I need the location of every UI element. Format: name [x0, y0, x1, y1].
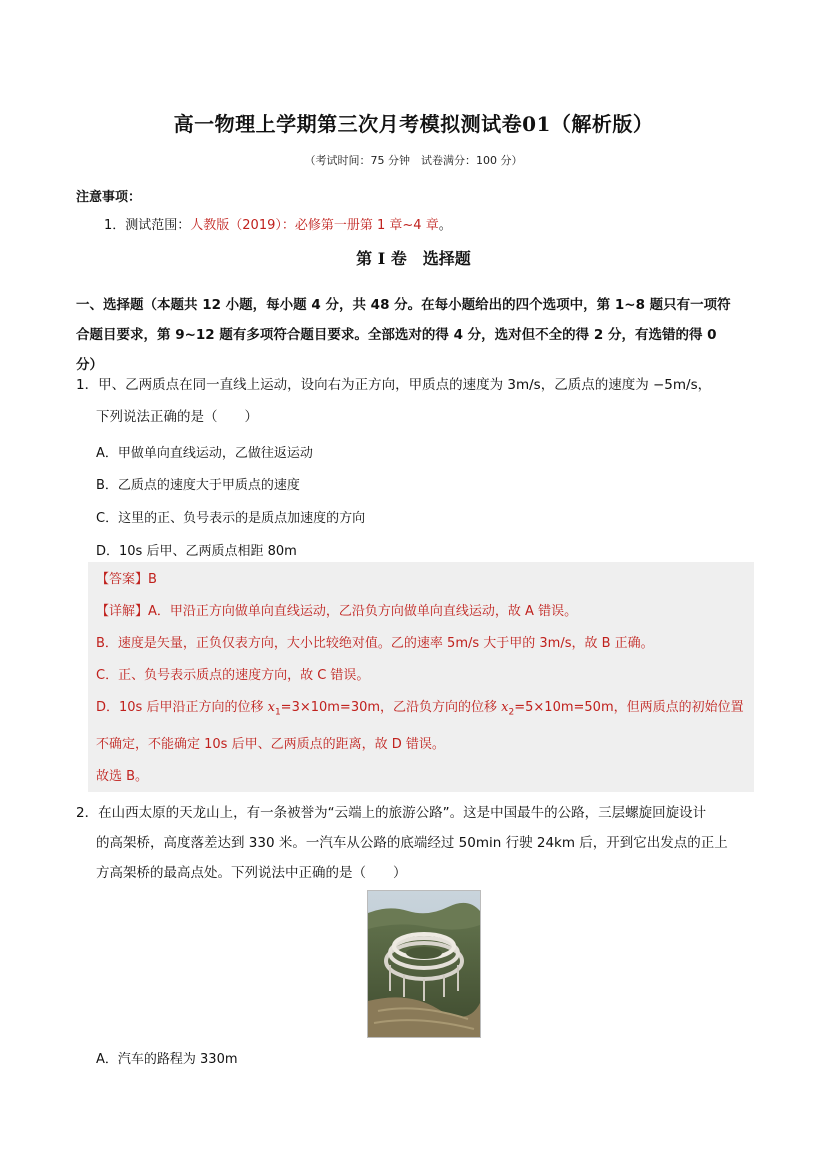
- document-title: 高一物理上学期第三次月考模拟测试卷01（解析版）: [173, 112, 654, 136]
- notice-heading: 注意事项：: [76, 190, 142, 205]
- notice-prefix: 1．测试范围：: [104, 218, 191, 233]
- question-2-stem-cont: 方高架桥的最高点处。下列说法中正确的是（ ）: [96, 865, 407, 881]
- exam-info: （考试时间：75 分钟 试卷满分：100 分）: [304, 154, 523, 167]
- section-title: 第 I 卷 选择题: [356, 249, 471, 268]
- part-instructions-line: 一、选择题（本题共 12 小题，每小题 4 分，共 48 分。在每小题给出的四个选项中，第 1~8 题只有一项符: [76, 297, 731, 313]
- question-1-stem-cont: 下列说法正确的是（ ）: [96, 409, 258, 425]
- var-x1: x: [267, 700, 275, 715]
- detail-d-line: [88, 692, 754, 729]
- detail-d-pre: D．10s 后甲沿正方向的位移: [96, 700, 268, 715]
- detail-d-post: =5×10m=50m，但两质点的初始位置: [514, 700, 744, 715]
- question-1-stem: 1．甲、乙两质点在同一直线上运动，设向右为正方向，甲质点的速度为 3m/s，乙质点的速度为 −5m/s，: [76, 377, 712, 393]
- detail-a-line: [88, 596, 754, 628]
- question-1-option-d: D．10s 后甲、乙两质点相距 80m: [96, 544, 297, 559]
- question-1-option-b: B．乙质点的速度大于甲质点的速度: [96, 478, 300, 493]
- detail-c-line: C．正、负号表示质点的速度方向，故 C 错误。: [96, 668, 370, 683]
- notice-item: [104, 214, 452, 233]
- var-x2: x: [501, 700, 509, 715]
- answer-line: 【答案】B: [96, 572, 157, 587]
- conclusion-line: 故选 B。: [96, 768, 149, 784]
- question-2-option-a: A．汽车的路程为 330m: [96, 1052, 238, 1067]
- detail-d-line-cont: 不确定，不能确定 10s 后甲、乙两质点的距离，故 D 错误。: [96, 736, 445, 752]
- detail-b-line: B．速度是矢量，正负仅表方向，大小比较绝对值。乙的速率 5m/s 大于甲的 3m/s，故 B 正确。: [96, 636, 654, 651]
- detail-d-mid: =3×10m=30m，乙沿负方向的位移: [280, 700, 502, 715]
- question-2-stem-cont: 的高架桥，高度落差达到 330 米。一汽车从公路的底端经过 50min 行驶 24km 后，开到它出发点的正上: [96, 835, 728, 851]
- answer-explanation-box: [88, 562, 754, 792]
- var-x2-sub: 2: [508, 707, 515, 718]
- var-x1-sub: 1: [274, 707, 281, 718]
- question-1-option-c: C．这里的正、负号表示的是质点加速度的方向: [96, 511, 366, 526]
- notice-suffix: 。: [438, 218, 452, 233]
- question-2-stem: 2．在山西太原的天龙山上，有一条被誉为“云端上的旅游公路”。这是中国最牛的公路，三层螺旋回旋设计: [76, 805, 707, 821]
- question-1-option-a: A．甲做单向直线运动，乙做往返运动: [96, 446, 313, 461]
- spiral-viaduct-photo: [367, 890, 481, 1038]
- detail-label: 【详解】: [96, 604, 149, 619]
- part-instructions-line: 合题目要求，第 9~12 题有多项符合题目要求。全部选对的得 4 分，选对但不全的得 2 分，有选错的得 0: [76, 327, 717, 343]
- detail-a-text: A．甲沿正方向做单向直线运动，乙沿负方向做单向直线运动，故 A 错误。: [148, 604, 578, 619]
- part-instructions: [76, 290, 756, 380]
- part-instructions-line: 分）: [76, 357, 103, 373]
- notice-scope: 人教版（2019）：必修第一册第 1 章~4 章: [190, 218, 439, 233]
